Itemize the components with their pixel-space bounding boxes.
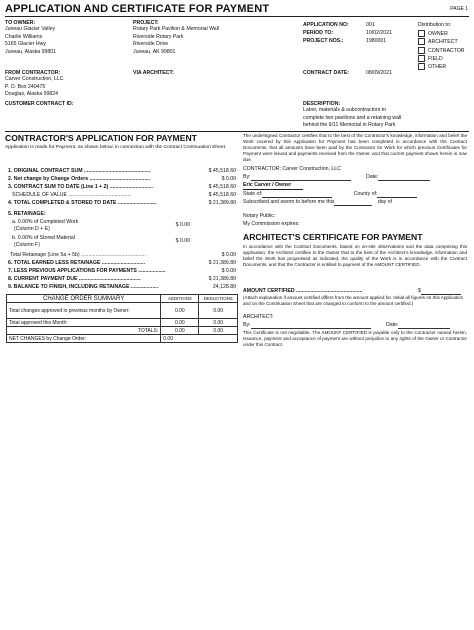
checkbox-icon[interactable] — [418, 55, 425, 62]
schedule-of-value-label: SCHEDULE OF VALUE ........................................... — [12, 192, 131, 198]
line-8-label: 8. CURRENT PAYMENT DUE ........................................... — [8, 276, 141, 282]
architect-date-field[interactable] — [398, 322, 450, 329]
retainage-b-value: $ 0.00 — [175, 238, 190, 244]
contract-date-label: CONTRACT DATE: — [303, 70, 350, 76]
retainage-a-line: (Column D + E) — [14, 226, 50, 232]
page-number: PAGE 1 — [450, 6, 468, 12]
sworn-day-field[interactable] — [334, 199, 372, 206]
retainage-a-value: $ 0.00 — [175, 222, 190, 228]
retainage-a-line: a. 0.00% of Completed Work — [12, 219, 79, 225]
schedule-of-value-value: $ 45,518.60 — [208, 192, 236, 198]
distribution-owner[interactable]: OWNER — [418, 30, 465, 38]
contractor-line: Carver Construction, LLC — [5, 76, 64, 82]
project-line: Riverside Drive — [133, 41, 169, 48]
co-row-additions: 0.00 — [161, 303, 199, 319]
county-field[interactable] — [377, 191, 417, 198]
distribution-contractor[interactable]: CONTRACTOR — [418, 47, 465, 55]
customer-contract-id-label: CUSTOMER CONTRACT ID: — [5, 101, 74, 107]
amount-certified-value[interactable]: $ — [418, 288, 461, 295]
change-order-table — [6, 294, 238, 343]
app-no-value: 001 — [366, 22, 375, 28]
architect-label: ARCHITECT: — [243, 314, 274, 320]
owner-line: Juneau Glacier Valley — [5, 26, 56, 32]
period-label: PERIOD TO: — [303, 30, 334, 36]
distribution-block — [418, 22, 465, 72]
line-1-value: $ 45,518.60 — [208, 168, 236, 174]
owner-line: Juneau, Alaska 99801 — [5, 48, 57, 55]
architect-signature-line[interactable]: By: Date: — [243, 322, 450, 329]
attach-explanation: (Attach explanation if amount certified differs from the amount applied for. Initial all figures on this Application and on the Continuation Sheet that are changed to conform to the amount certified.) — [243, 295, 464, 306]
from-contractor-label: FROM CONTRACTOR: — [5, 70, 61, 76]
checkbox-icon[interactable] — [418, 63, 425, 70]
date-field[interactable] — [378, 174, 430, 181]
distribution-label: Distribution to: — [418, 22, 452, 28]
owner-line: 5165 Glacier Hwy — [5, 41, 46, 48]
contractor-certification-text: The undersigned Contractor certifies that to the best of the Contractor's knowledge, information and belief the Work covered by this Application for Payment has been completed in accordance with the Contract Documents, that all amounts have been paid by the Contractor for Work for which previous Certificates for Payment were issued and payments received from the Owner, and that current payment shown herein is now due. — [243, 133, 467, 162]
co-totals-additions: 0.00 — [161, 327, 199, 335]
notary-label: Notary Public: — [243, 213, 276, 219]
to-owner-label: TO OWNER: — [5, 20, 36, 26]
description-line: behind the 9/11 Memorial in Rotary Park — [303, 122, 396, 129]
via-architect-label: VIA ARCHITECT: — [133, 70, 174, 76]
sworn-line: Subscribed and sworn to before me this day of — [243, 199, 393, 205]
project-nos-value: 1980001 — [366, 38, 387, 44]
contract-date-value: 08/09/2021 — [366, 70, 392, 76]
line-7-value: $ 0.00 — [221, 268, 236, 274]
section-divider — [5, 131, 469, 132]
line-6-label: 6. TOTAL EARNED LESS RETAINAGE .............................. — [8, 260, 146, 266]
signer-name: Eric Carver / Owner — [243, 182, 292, 188]
total-retainage-label: Total Retainage (Line 5a + 5b) ............................................. — [10, 252, 146, 258]
description-line: Labor, materials & subcontractors to — [303, 107, 387, 113]
state-field[interactable] — [262, 191, 332, 198]
retainage-b-line: (Column F) — [14, 242, 40, 248]
project-label: PROJECT: — [133, 20, 159, 26]
line-3-value: $ 45,518.60 — [208, 184, 236, 190]
line-2-value: $ 0.00 — [221, 176, 236, 182]
signature-field[interactable] — [251, 174, 351, 181]
certificate-disclaimer: This Certificate is not negotiable. The AMOUNT CERTIFIED is payable only to the Contractor named herein. Issuance, payment and acceptance of payment are without prejudice to any rights of the Owner or Contractor under this Contract. — [243, 330, 467, 347]
description-label: DESCRIPTION: — [303, 101, 341, 107]
line-3-label: 3. CONTRACT SUM TO DATE (Line 1 + 2) .............................. — [8, 184, 153, 190]
retainage-b-line: b. 0.00% of Stored Material — [12, 235, 75, 241]
retainage-label: 5. RETAINAGE: — [8, 211, 46, 217]
project-line: Riverside Rotary Park — [133, 33, 184, 40]
line-2-label: 2. Net change by Change Orders .......................................... — [8, 176, 151, 182]
co-net-label: NET CHANGES by Change Order: — [7, 335, 161, 343]
project-block — [133, 20, 293, 56]
co-net-value: 0.00 — [161, 335, 238, 343]
architect-certificate-heading: ARCHITECT'S CERTIFICATE FOR PAYMENT — [243, 232, 423, 242]
line-9-value: 24,128.80 — [212, 284, 236, 290]
checkbox-icon[interactable] — [418, 47, 425, 54]
co-totals-deductions: 0.00 — [199, 327, 238, 335]
distribution-architect[interactable]: ARCHITECT — [418, 38, 465, 46]
commission-label: My Commission expires: — [243, 221, 300, 227]
architect-signature-field[interactable] — [251, 322, 371, 329]
co-row-deductions: 0.00 — [199, 303, 238, 319]
project-line: Rotary Park Pavilion & Memorial Wall — [133, 26, 220, 32]
checkbox-icon[interactable] — [418, 38, 425, 45]
co-row-label: Total approved this Month: — [7, 319, 161, 327]
description-block — [303, 101, 463, 130]
contractor-signature-line[interactable]: By: Date: — [243, 174, 430, 181]
co-row-label: Total changes approved in previous months by Owner: — [7, 303, 161, 319]
line-9-label: 9. BALANCE TO FINISH, INCLUDING RETAINAGE ................... — [8, 284, 159, 290]
page-title: APPLICATION AND CERTIFICATE FOR PAYMENT — [5, 3, 270, 15]
signer-underline — [243, 189, 303, 190]
distribution-other[interactable]: OTHER — [418, 63, 465, 71]
line-4-label: 4. TOTAL COMPLETED & STORED TO DATE ........................... — [8, 200, 157, 206]
amount-certified-field[interactable] — [421, 288, 461, 295]
project-nos-label: PROJECT NOS.: — [303, 38, 344, 44]
additions-header: ADDITIONS — [161, 295, 199, 303]
project-line: Juneau, AK 99801 — [133, 48, 176, 55]
line-8-value: $ 21,389.80 — [208, 276, 236, 282]
header-divider — [5, 16, 469, 17]
architect-certificate-text: In accordance with the Contract Documents, based on on-site observations and the data comprising this application, the Architect certifies to the Owner that to the best of the Architect's knowledge, information and belief the Work has progressed as indicated, the quality of the Work is in accordance with the Contract Documents, and that the Contractor is entitled to payment of the AMOUNT CERTIFIED. — [243, 244, 467, 267]
from-contractor-block — [5, 70, 125, 99]
contractor-name: CONTRACTOR: Carver Construction, LLC — [243, 166, 341, 172]
line-1-label: 1. ORIGINAL CONTRACT SUM .............................................. — [8, 168, 151, 174]
line-4-value: $ 21,389.80 — [208, 200, 236, 206]
application-intro: Application is made for Payment, as shown below, in connection with the Contract Continuation Sheet. — [5, 145, 227, 150]
state-county-line[interactable]: State of: County of: — [243, 191, 417, 198]
description-line: complete two pavilions and a retaining wall — [303, 114, 402, 121]
change-order-title: CHANGE ORDER SUMMARY — [7, 295, 161, 303]
to-owner-block — [5, 20, 125, 56]
line-6-value: $ 21,389.80 — [208, 260, 236, 266]
co-row-deductions: 0.00 — [199, 319, 238, 327]
checkbox-icon[interactable] — [418, 30, 425, 37]
contractor-line: Douglas, Alaska 99824 — [5, 91, 59, 98]
line-7-label: 7. LESS PREVIOUS APPLICATIONS FOR PAYMENTS ................... — [8, 268, 166, 274]
contractor-line: P. O. Box 240475 — [5, 83, 46, 90]
deductions-header: DEDUCTIONS — [199, 295, 238, 303]
amount-certified-label: AMOUNT CERTIFIED .............................................. — [243, 288, 363, 294]
distribution-field[interactable]: FIELD — [418, 55, 465, 63]
contractor-application-heading: CONTRACTOR'S APPLICATION FOR PAYMENT — [5, 133, 197, 143]
owner-line: Charlie Williams — [5, 33, 43, 40]
co-row-additions: 0.00 — [161, 319, 199, 327]
total-retainage-value: $ 0.00 — [221, 252, 236, 258]
app-no-label: APPLICATION NO: — [303, 22, 349, 28]
period-value: 10/02/2021 — [366, 30, 392, 36]
co-totals-label: TOTALS: — [7, 327, 161, 335]
